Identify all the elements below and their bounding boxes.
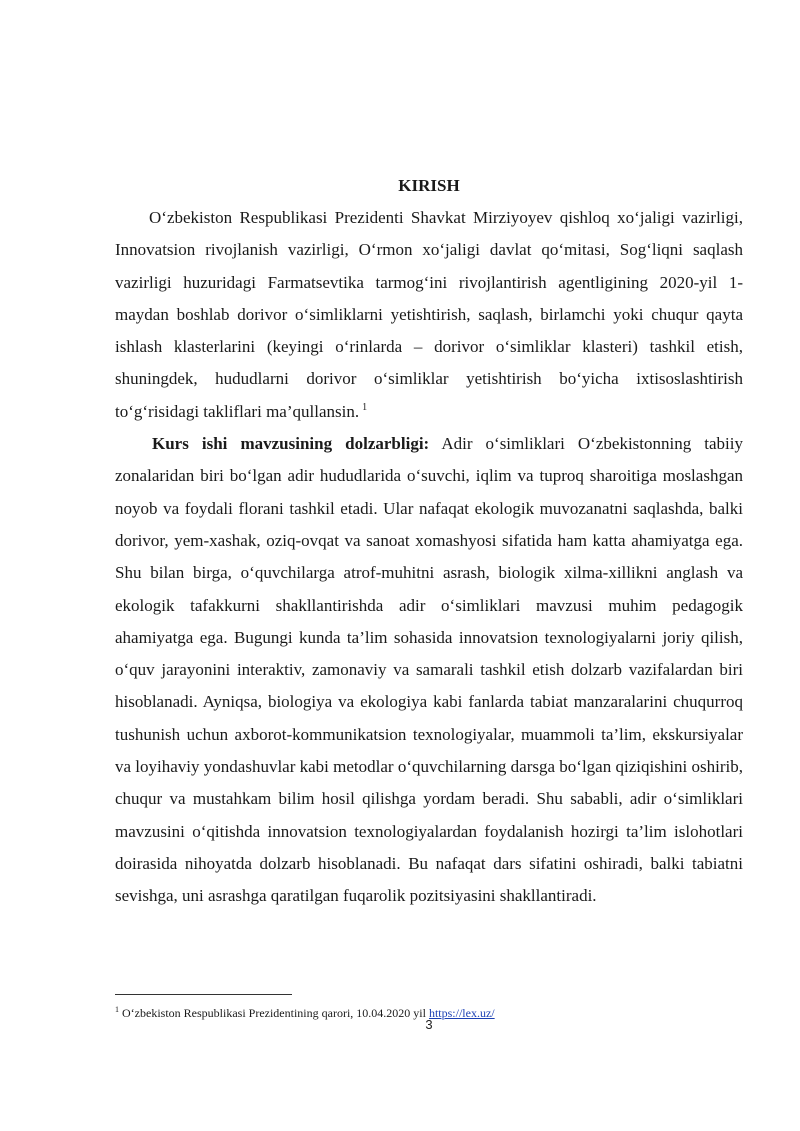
intro-paragraph-text: O‘zbekiston Respublikasi Prezidenti Shavkat Mirziyoyev qishloq xo‘jaligi vazirligi, Innovatsion rivojlanish vazirligi, O‘rmon xo‘jaligi davlat qo‘mitasi, Sog‘liqni saqlash vazirligi huzuridagi Farmatsevtika tarmog‘ini rivojlantirish agentligining 2020-yil 1-maydan boshlab dorivor o‘simliklarni yetishtirish, saqlash, birlamchi yoki chuqur qayta ishlash klasterlarini (keyingi o‘rinlarda – dorivor o‘simliklar klasteri) tashkil etish, shuningdek, hududlarni dorivor o‘simliklar yetishtirish bo‘yicha ixtisoslashtirish to‘g‘risidagi takliflari ma’qullansin. — [115, 208, 743, 421]
page-number: 3 — [425, 1017, 433, 1032]
relevance-paragraph — [115, 428, 743, 912]
relevance-paragraph-text: Adir o‘simliklari O‘zbekistonning tabiiy zonalaridan biri bo‘lgan adir hududlarida o‘suvchi, iqlim va tuproq sharoitiga moslashgan noyob va foydali florani tashkil etadi. Ular nafaqat ekologik muvozanatni saqlashda, balki dorivor, yem-xashak, oziq-ovqat va sanoat xomashyosi sifatida ham katta ahamiyatga ega. Shu bilan birga, o‘quvchilarga atrof-muhitni asrash, biologik xilma-xillikni anglash va ekologik tafakkurni shakllantirishda adir o‘simliklari mavzusi muhim pedagogik ahamiyatga ega. Bugungi kunda ta’lim sohasida innovatsion texnologiyalarni joriy qilish, o‘quv jarayonini interaktiv, zamonaviy va samarali tashkil etish dolzarb vazifalardan biri hisoblanadi. Ayniqsa, biologiya va ekologiya kabi fanlarda tabiat manzaralarini chuqurroq tushunish uchun axborot-kommunikatsion texnologiyalar, muammoli ta’lim, ekskursiyalar va loyihaviy yondashuvlar kabi metodlar o‘quvchilarning darsga bo‘lgan qiziqishini oshirib, chuqur va mustahkam bilim hosil qilishga yordam beradi. Shu sababli, adir o‘simliklari mavzusini o‘qitishda innovatsion texnologiyalardan foydalanish hozirgi ta’lim islohotlari doirasida nihoyatda dolzarb hisoblanadi. Bu nafaqat dars sifatini oshiradi, balki tabiatni sevishga, uni asrashga qaratilgan fuqarolik pozitsiyasini shakllantiradi. — [115, 434, 743, 906]
footnote-divider — [115, 994, 292, 995]
footnote-reference[interactable]: 1 — [362, 402, 368, 414]
intro-paragraph — [115, 202, 743, 428]
relevance-lead: Kurs ishi mavzusining dolzarbligi: — [152, 434, 430, 454]
footnote-number: 1 — [115, 1005, 119, 1014]
body-text — [115, 202, 743, 913]
footnote-link[interactable]: https://lex.uz/ — [428, 1006, 495, 1020]
section-heading: KIRISH — [398, 176, 460, 195]
footnote-text: O‘zbekiston Respublikasi Prezidentining qarori, 10.04.2020 yil — [119, 1006, 429, 1020]
